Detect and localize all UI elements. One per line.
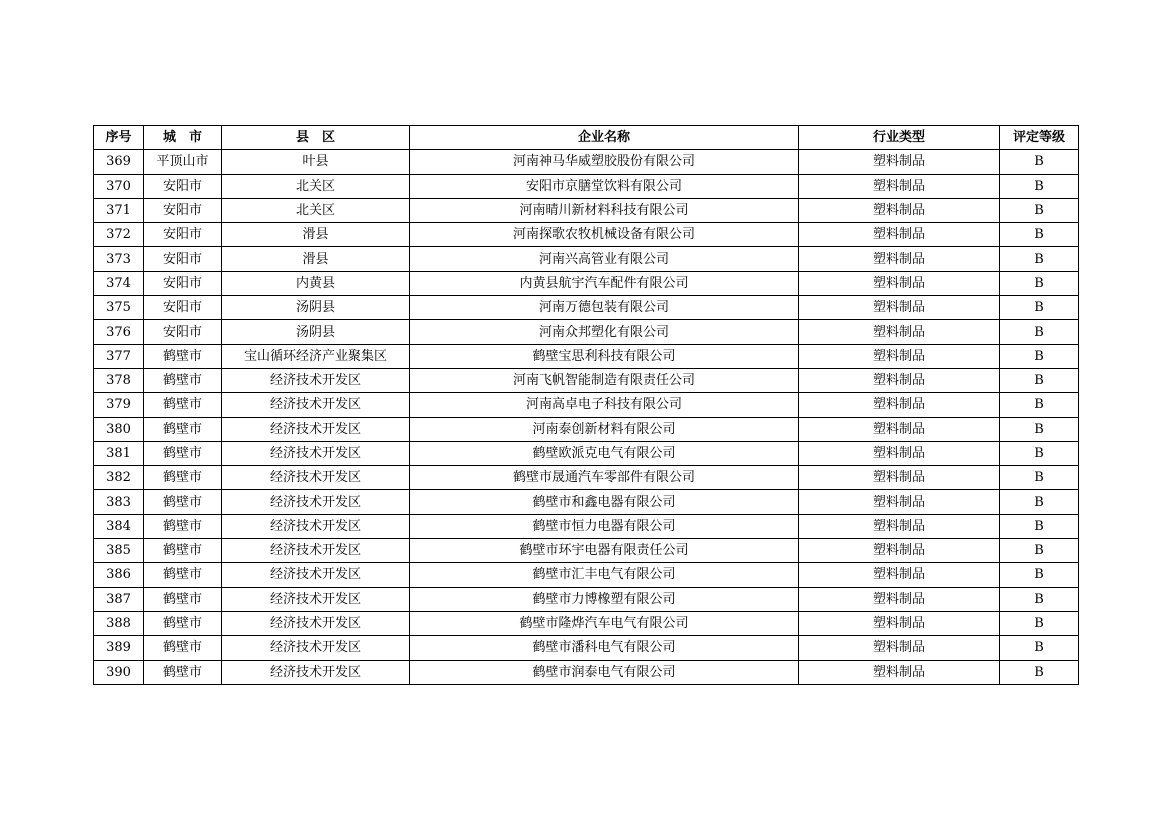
cell-county-district: 经济技术开发区 <box>222 514 410 538</box>
cell-industry-type: 塑料制品 <box>799 490 1000 514</box>
cell-industry-type: 塑料制品 <box>799 150 1000 174</box>
cell-industry-type: 塑料制品 <box>799 539 1000 563</box>
table-row <box>94 539 1079 563</box>
cell-city: 鹤壁市 <box>144 636 222 660</box>
cell-industry-type: 塑料制品 <box>799 466 1000 490</box>
enterprise-grade-table <box>93 125 1079 685</box>
cell-rating-grade: B <box>1000 539 1079 563</box>
cell-industry-type: 塑料制品 <box>799 514 1000 538</box>
cell-enterprise-name: 河南高卓电子科技有限公司 <box>410 393 799 417</box>
table-row <box>94 344 1079 368</box>
cell-industry-type: 塑料制品 <box>799 223 1000 247</box>
cell-county-district: 叶县 <box>222 150 410 174</box>
cell-enterprise-name: 河南万德包装有限公司 <box>410 296 799 320</box>
cell-city: 安阳市 <box>144 320 222 344</box>
cell-rating-grade: B <box>1000 393 1079 417</box>
cell-enterprise-name: 鹤壁欧派克电气有限公司 <box>410 441 799 465</box>
cell-county-district: 经济技术开发区 <box>222 368 410 392</box>
cell-serial-number: 371 <box>94 198 144 222</box>
cell-county-district: 经济技术开发区 <box>222 490 410 514</box>
cell-city: 鹤壁市 <box>144 611 222 635</box>
cell-industry-type: 塑料制品 <box>799 660 1000 684</box>
cell-rating-grade: B <box>1000 514 1079 538</box>
cell-rating-grade: B <box>1000 417 1079 441</box>
cell-county-district: 滑县 <box>222 247 410 271</box>
header-city: 城 市 <box>144 126 222 150</box>
cell-county-district: 经济技术开发区 <box>222 660 410 684</box>
cell-city: 鹤壁市 <box>144 514 222 538</box>
cell-city: 安阳市 <box>144 198 222 222</box>
header-county-district: 县 区 <box>222 126 410 150</box>
cell-city: 鹤壁市 <box>144 490 222 514</box>
cell-serial-number: 372 <box>94 223 144 247</box>
cell-enterprise-name: 鹤壁市隆烨汽车电气有限公司 <box>410 611 799 635</box>
cell-city: 鹤壁市 <box>144 539 222 563</box>
cell-city: 鹤壁市 <box>144 393 222 417</box>
cell-enterprise-name: 鹤壁市环宇电器有限责任公司 <box>410 539 799 563</box>
cell-serial-number: 385 <box>94 539 144 563</box>
cell-county-district: 经济技术开发区 <box>222 636 410 660</box>
cell-serial-number: 375 <box>94 296 144 320</box>
table-row <box>94 660 1079 684</box>
cell-city: 安阳市 <box>144 247 222 271</box>
cell-city: 安阳市 <box>144 271 222 295</box>
cell-serial-number: 378 <box>94 368 144 392</box>
table-row <box>94 611 1079 635</box>
cell-county-district: 滑县 <box>222 223 410 247</box>
cell-county-district: 经济技术开发区 <box>222 611 410 635</box>
table-row <box>94 368 1079 392</box>
cell-enterprise-name: 鹤壁市汇丰电气有限公司 <box>410 563 799 587</box>
table-row <box>94 393 1079 417</box>
cell-county-district: 宝山循环经济产业聚集区 <box>222 344 410 368</box>
cell-county-district: 经济技术开发区 <box>222 539 410 563</box>
table-row <box>94 271 1079 295</box>
table-row <box>94 514 1079 538</box>
cell-enterprise-name: 鹤壁市恒力电器有限公司 <box>410 514 799 538</box>
cell-serial-number: 382 <box>94 466 144 490</box>
cell-county-district: 经济技术开发区 <box>222 393 410 417</box>
cell-serial-number: 384 <box>94 514 144 538</box>
cell-enterprise-name: 鹤壁市润泰电气有限公司 <box>410 660 799 684</box>
cell-county-district: 北关区 <box>222 198 410 222</box>
cell-serial-number: 383 <box>94 490 144 514</box>
cell-industry-type: 塑料制品 <box>799 296 1000 320</box>
cell-serial-number: 374 <box>94 271 144 295</box>
cell-county-district: 汤阴县 <box>222 296 410 320</box>
cell-enterprise-name: 安阳市京膳堂饮料有限公司 <box>410 174 799 198</box>
cell-rating-grade: B <box>1000 150 1079 174</box>
cell-city: 安阳市 <box>144 223 222 247</box>
cell-rating-grade: B <box>1000 296 1079 320</box>
cell-city: 安阳市 <box>144 296 222 320</box>
table-row <box>94 417 1079 441</box>
cell-industry-type: 塑料制品 <box>799 344 1000 368</box>
cell-enterprise-name: 河南飞帆智能制造有限责任公司 <box>410 368 799 392</box>
header-industry-type: 行业类型 <box>799 126 1000 150</box>
cell-county-district: 经济技术开发区 <box>222 587 410 611</box>
header-rating-grade: 评定等级 <box>1000 126 1079 150</box>
cell-city: 鹤壁市 <box>144 417 222 441</box>
table-row <box>94 636 1079 660</box>
cell-city: 鹤壁市 <box>144 563 222 587</box>
cell-rating-grade: B <box>1000 466 1079 490</box>
cell-serial-number: 373 <box>94 247 144 271</box>
cell-city: 鹤壁市 <box>144 441 222 465</box>
header-serial-number: 序号 <box>94 126 144 150</box>
cell-rating-grade: B <box>1000 247 1079 271</box>
cell-industry-type: 塑料制品 <box>799 271 1000 295</box>
cell-rating-grade: B <box>1000 320 1079 344</box>
cell-serial-number: 381 <box>94 441 144 465</box>
cell-serial-number: 377 <box>94 344 144 368</box>
table-row <box>94 441 1079 465</box>
cell-city: 鹤壁市 <box>144 344 222 368</box>
table-row <box>94 466 1079 490</box>
cell-industry-type: 塑料制品 <box>799 417 1000 441</box>
cell-serial-number: 369 <box>94 150 144 174</box>
cell-county-district: 经济技术开发区 <box>222 466 410 490</box>
cell-serial-number: 386 <box>94 563 144 587</box>
table-row <box>94 223 1079 247</box>
cell-county-district: 经济技术开发区 <box>222 563 410 587</box>
cell-industry-type: 塑料制品 <box>799 247 1000 271</box>
cell-enterprise-name: 鹤壁市力博橡塑有限公司 <box>410 587 799 611</box>
cell-county-district: 经济技术开发区 <box>222 441 410 465</box>
cell-serial-number: 389 <box>94 636 144 660</box>
cell-enterprise-name: 河南兴高管业有限公司 <box>410 247 799 271</box>
cell-industry-type: 塑料制品 <box>799 636 1000 660</box>
cell-county-district: 经济技术开发区 <box>222 417 410 441</box>
table-row <box>94 150 1079 174</box>
cell-serial-number: 388 <box>94 611 144 635</box>
table-row <box>94 563 1079 587</box>
cell-industry-type: 塑料制品 <box>799 563 1000 587</box>
cell-rating-grade: B <box>1000 271 1079 295</box>
cell-enterprise-name: 鹤壁市晟通汽车零部件有限公司 <box>410 466 799 490</box>
cell-county-district: 内黄县 <box>222 271 410 295</box>
cell-city: 平顶山市 <box>144 150 222 174</box>
cell-rating-grade: B <box>1000 587 1079 611</box>
cell-county-district: 汤阴县 <box>222 320 410 344</box>
cell-rating-grade: B <box>1000 563 1079 587</box>
cell-industry-type: 塑料制品 <box>799 174 1000 198</box>
cell-rating-grade: B <box>1000 344 1079 368</box>
cell-serial-number: 379 <box>94 393 144 417</box>
cell-rating-grade: B <box>1000 223 1079 247</box>
cell-rating-grade: B <box>1000 368 1079 392</box>
cell-industry-type: 塑料制品 <box>799 587 1000 611</box>
cell-serial-number: 370 <box>94 174 144 198</box>
cell-rating-grade: B <box>1000 198 1079 222</box>
table-row <box>94 174 1079 198</box>
table-row <box>94 198 1079 222</box>
cell-rating-grade: B <box>1000 174 1079 198</box>
cell-industry-type: 塑料制品 <box>799 368 1000 392</box>
cell-city: 安阳市 <box>144 174 222 198</box>
cell-enterprise-name: 河南晴川新材料科技有限公司 <box>410 198 799 222</box>
cell-industry-type: 塑料制品 <box>799 611 1000 635</box>
cell-city: 鹤壁市 <box>144 587 222 611</box>
cell-rating-grade: B <box>1000 611 1079 635</box>
cell-enterprise-name: 内黄县航宇汽车配件有限公司 <box>410 271 799 295</box>
table-row <box>94 320 1079 344</box>
cell-industry-type: 塑料制品 <box>799 198 1000 222</box>
table-row <box>94 247 1079 271</box>
cell-industry-type: 塑料制品 <box>799 320 1000 344</box>
cell-rating-grade: B <box>1000 441 1079 465</box>
cell-serial-number: 387 <box>94 587 144 611</box>
cell-enterprise-name: 鹤壁市和鑫电器有限公司 <box>410 490 799 514</box>
cell-enterprise-name: 河南神马华威塑胶股份有限公司 <box>410 150 799 174</box>
table-row <box>94 587 1079 611</box>
cell-city: 鹤壁市 <box>144 660 222 684</box>
cell-enterprise-name: 河南探歌农牧机械设备有限公司 <box>410 223 799 247</box>
cell-industry-type: 塑料制品 <box>799 441 1000 465</box>
cell-industry-type: 塑料制品 <box>799 393 1000 417</box>
cell-county-district: 北关区 <box>222 174 410 198</box>
table-header-row <box>94 126 1079 150</box>
cell-rating-grade: B <box>1000 490 1079 514</box>
cell-rating-grade: B <box>1000 660 1079 684</box>
cell-city: 鹤壁市 <box>144 368 222 392</box>
cell-enterprise-name: 河南泰创新材料有限公司 <box>410 417 799 441</box>
cell-rating-grade: B <box>1000 636 1079 660</box>
cell-serial-number: 376 <box>94 320 144 344</box>
header-enterprise-name: 企业名称 <box>410 126 799 150</box>
cell-enterprise-name: 鹤壁市潘科电气有限公司 <box>410 636 799 660</box>
cell-enterprise-name: 河南众邦塑化有限公司 <box>410 320 799 344</box>
cell-enterprise-name: 鹤壁宝思利科技有限公司 <box>410 344 799 368</box>
cell-serial-number: 380 <box>94 417 144 441</box>
table-row <box>94 490 1079 514</box>
cell-serial-number: 390 <box>94 660 144 684</box>
table-body <box>94 150 1079 685</box>
cell-city: 鹤壁市 <box>144 466 222 490</box>
table-row <box>94 296 1079 320</box>
